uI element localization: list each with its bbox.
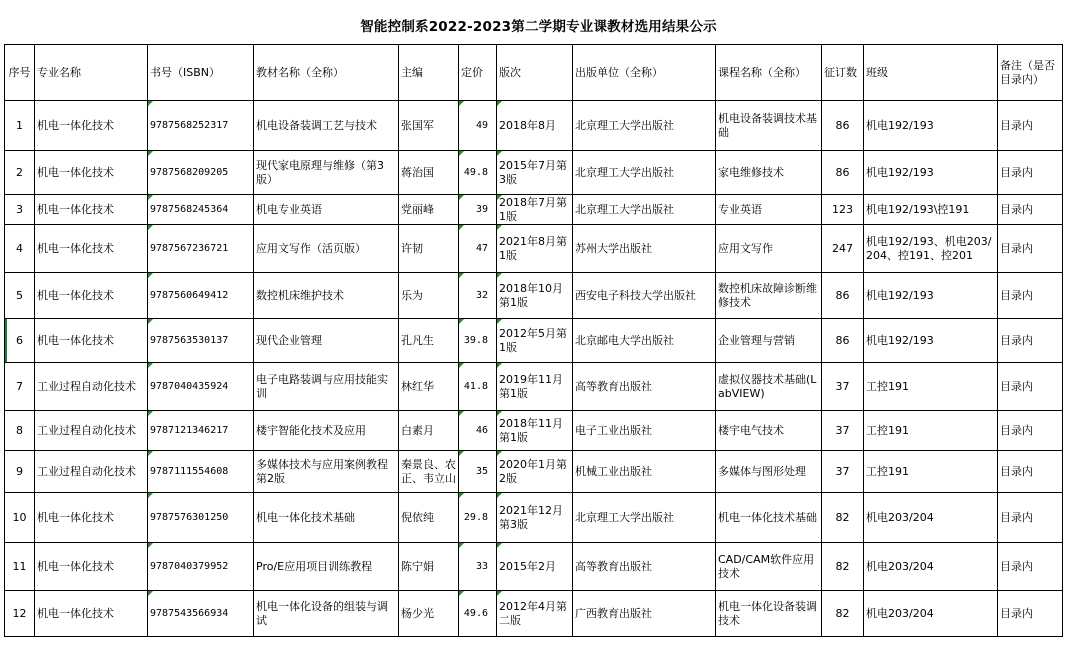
- cell-course[interactable]: CAD/CAM软件应用技术: [716, 543, 822, 591]
- cell-editor[interactable]: 乐为: [399, 273, 459, 319]
- cell-book[interactable]: 现代家电原理与维修（第3版）: [254, 151, 399, 195]
- cell-seq[interactable]: 3: [5, 195, 35, 225]
- cell-edition[interactable]: 2018年11月第1版: [497, 411, 573, 451]
- cell-editor[interactable]: 孔凡生: [399, 319, 459, 363]
- cell-major[interactable]: 工业过程自动化技术: [35, 411, 148, 451]
- cell-classes[interactable]: 机电203/204: [864, 493, 998, 543]
- cell-note[interactable]: 目录内: [998, 451, 1063, 493]
- cell-major[interactable]: 工业过程自动化技术: [35, 451, 148, 493]
- cell-major[interactable]: 机电一体化技术: [35, 543, 148, 591]
- cell-isbn[interactable]: 9787111554608: [148, 451, 254, 493]
- cell-publisher[interactable]: 机械工业出版社: [573, 451, 716, 493]
- cell-classes[interactable]: 机电192/193: [864, 273, 998, 319]
- cell-seq[interactable]: 2: [5, 151, 35, 195]
- cell-qty[interactable]: 86: [822, 151, 864, 195]
- cell-course[interactable]: 数控机床故障诊断维修技术: [716, 273, 822, 319]
- cell-price[interactable]: 46: [459, 411, 497, 451]
- cell-seq[interactable]: 4: [5, 225, 35, 273]
- cell-qty[interactable]: 86: [822, 319, 864, 363]
- cell-price[interactable]: 29.8: [459, 493, 497, 543]
- cell-book[interactable]: 机电一体化技术基础: [254, 493, 399, 543]
- cell-isbn[interactable]: 9787568209205: [148, 151, 254, 195]
- cell-seq[interactable]: 10: [5, 493, 35, 543]
- cell-qty[interactable]: 86: [822, 101, 864, 151]
- cell-edition[interactable]: 2019年11月第1版: [497, 363, 573, 411]
- cell-book[interactable]: 电子电路装调与应用技能实训: [254, 363, 399, 411]
- cell-book[interactable]: 应用文写作（活页版）: [254, 225, 399, 273]
- cell-note[interactable]: 目录内: [998, 319, 1063, 363]
- cell-qty[interactable]: 247: [822, 225, 864, 273]
- cell-isbn[interactable]: 9787543566934: [148, 591, 254, 637]
- cell-qty[interactable]: 82: [822, 493, 864, 543]
- header-row: [5, 45, 1063, 101]
- cell-book[interactable]: 机电设备装调工艺与技术: [254, 101, 399, 151]
- table-row: [5, 543, 1063, 591]
- cell-publisher[interactable]: 电子工业出版社: [573, 411, 716, 451]
- cell-price[interactable]: 33: [459, 543, 497, 591]
- cell-classes[interactable]: 机电192/193: [864, 101, 998, 151]
- header-editor[interactable]: 主编: [399, 45, 459, 101]
- cell-edition[interactable]: 2015年7月第3版: [497, 151, 573, 195]
- cell-note[interactable]: 目录内: [998, 493, 1063, 543]
- cell-qty[interactable]: 82: [822, 543, 864, 591]
- cell-seq[interactable]: 5: [5, 273, 35, 319]
- cell-editor[interactable]: 党丽峰: [399, 195, 459, 225]
- table-row: [5, 411, 1063, 451]
- cell-note[interactable]: 目录内: [998, 543, 1063, 591]
- cell-isbn[interactable]: 9787040379952: [148, 543, 254, 591]
- cell-isbn[interactable]: 9787563530137: [148, 319, 254, 363]
- cell-course[interactable]: 虚拟仪器技术基础(LabVIEW): [716, 363, 822, 411]
- cell-course[interactable]: 家电维修技术: [716, 151, 822, 195]
- cell-book[interactable]: 机电一体化设备的组装与调试: [254, 591, 399, 637]
- cell-book[interactable]: 多媒体技术与应用案例教程 第2版: [254, 451, 399, 493]
- cell-qty[interactable]: 37: [822, 363, 864, 411]
- cell-book[interactable]: Pro/E应用项目训练教程: [254, 543, 399, 591]
- cell-price[interactable]: 32: [459, 273, 497, 319]
- sheet-title: 智能控制系2022-2023第二学期专业课教材选用结果公示: [360, 19, 717, 35]
- cell-note[interactable]: 目录内: [998, 591, 1063, 637]
- cell-price[interactable]: 41.8: [459, 363, 497, 411]
- cell-major[interactable]: 机电一体化技术: [35, 273, 148, 319]
- cell-qty[interactable]: 82: [822, 591, 864, 637]
- cell-price[interactable]: 49.8: [459, 151, 497, 195]
- header-publisher[interactable]: 出版单位（全称）: [573, 45, 716, 101]
- cell-price[interactable]: 47: [459, 225, 497, 273]
- cell-editor[interactable]: 杨少光: [399, 591, 459, 637]
- table-row: [5, 591, 1063, 637]
- cell-isbn[interactable]: 9787560649412: [148, 273, 254, 319]
- cell-seq[interactable]: 1: [5, 101, 35, 151]
- cell-classes[interactable]: 工控191: [864, 363, 998, 411]
- table-row: [5, 273, 1063, 319]
- cell-publisher[interactable]: 北京邮电大学出版社: [573, 319, 716, 363]
- cell-qty[interactable]: 123: [822, 195, 864, 225]
- cell-price[interactable]: 49.6: [459, 591, 497, 637]
- cell-qty[interactable]: 37: [822, 411, 864, 451]
- cell-course[interactable]: 专业英语: [716, 195, 822, 225]
- cell-publisher[interactable]: 高等教育出版社: [573, 543, 716, 591]
- cell-course[interactable]: 机电一体化技术基础: [716, 493, 822, 543]
- cell-note[interactable]: 目录内: [998, 273, 1063, 319]
- cell-edition[interactable]: 2021年12月第3版: [497, 493, 573, 543]
- cell-major[interactable]: 机电一体化技术: [35, 195, 148, 225]
- cell-price[interactable]: 39: [459, 195, 497, 225]
- cell-classes[interactable]: 机电203/204: [864, 591, 998, 637]
- cell-edition[interactable]: 2020年1月第2版: [497, 451, 573, 493]
- cell-course[interactable]: 多媒体与图形处理: [716, 451, 822, 493]
- cell-publisher[interactable]: 北京理工大学出版社: [573, 195, 716, 225]
- cell-seq[interactable]: 8: [5, 411, 35, 451]
- cell-isbn[interactable]: 9787568252317: [148, 101, 254, 151]
- cell-qty[interactable]: 37: [822, 451, 864, 493]
- header-price[interactable]: 定价: [459, 45, 497, 101]
- cell-edition[interactable]: 2018年7月第1版: [497, 195, 573, 225]
- cell-isbn[interactable]: 9787567236721: [148, 225, 254, 273]
- cell-classes[interactable]: 机电192/193: [864, 151, 998, 195]
- cell-classes[interactable]: 机电192/193、机电203/204、控191、控201: [864, 225, 998, 273]
- cell-seq[interactable]: 6: [5, 319, 35, 363]
- cell-editor[interactable]: 倪依纯: [399, 493, 459, 543]
- cell-note[interactable]: 目录内: [998, 411, 1063, 451]
- header-edition[interactable]: 版次: [497, 45, 573, 101]
- cell-publisher[interactable]: 西安电子科技大学出版社: [573, 273, 716, 319]
- header-classes[interactable]: 班级: [864, 45, 998, 101]
- cell-major[interactable]: 工业过程自动化技术: [35, 363, 148, 411]
- cell-course[interactable]: 应用文写作: [716, 225, 822, 273]
- cell-publisher[interactable]: 广西教育出版社: [573, 591, 716, 637]
- cell-classes[interactable]: 工控191: [864, 451, 998, 493]
- cell-edition[interactable]: 2018年10月第1版: [497, 273, 573, 319]
- cell-course[interactable]: 楼宇电气技术: [716, 411, 822, 451]
- cell-editor[interactable]: 许韧: [399, 225, 459, 273]
- header-book[interactable]: 教材名称（全称）: [254, 45, 399, 101]
- cell-major[interactable]: 机电一体化技术: [35, 101, 148, 151]
- cell-major[interactable]: 机电一体化技术: [35, 493, 148, 543]
- cell-isbn[interactable]: 9787568245364: [148, 195, 254, 225]
- cell-book[interactable]: 数控机床维护技术: [254, 273, 399, 319]
- cell-note[interactable]: 目录内: [998, 151, 1063, 195]
- table-row: [5, 101, 1063, 151]
- cell-classes[interactable]: 工控191: [864, 411, 998, 451]
- cell-classes[interactable]: 机电192/193\控191: [864, 195, 998, 225]
- cell-editor[interactable]: 白素月: [399, 411, 459, 451]
- cell-note[interactable]: 目录内: [998, 225, 1063, 273]
- cell-isbn[interactable]: 9787040435924: [148, 363, 254, 411]
- cell-editor[interactable]: 蒋治国: [399, 151, 459, 195]
- cell-editor[interactable]: 张国军: [399, 101, 459, 151]
- cell-isbn[interactable]: 9787576301250: [148, 493, 254, 543]
- cell-publisher[interactable]: 北京理工大学出版社: [573, 151, 716, 195]
- cell-price[interactable]: 39.8: [459, 319, 497, 363]
- cell-classes[interactable]: 机电203/204: [864, 543, 998, 591]
- cell-price[interactable]: 49: [459, 101, 497, 151]
- cell-editor[interactable]: 林红华: [399, 363, 459, 411]
- cell-edition[interactable]: 2012年5月第1版: [497, 319, 573, 363]
- table-row: [5, 319, 1063, 363]
- cell-publisher[interactable]: 苏州大学出版社: [573, 225, 716, 273]
- cell-major[interactable]: 机电一体化技术: [35, 591, 148, 637]
- cell-major[interactable]: 机电一体化技术: [35, 225, 148, 273]
- header-course[interactable]: 课程名称（全称）: [716, 45, 822, 101]
- table-row: [5, 225, 1063, 273]
- table-row: [5, 151, 1063, 195]
- cell-seq[interactable]: 9: [5, 451, 35, 493]
- cell-publisher[interactable]: 高等教育出版社: [573, 363, 716, 411]
- cell-course[interactable]: 机电设备装调技术基础: [716, 101, 822, 151]
- cell-note[interactable]: 目录内: [998, 363, 1063, 411]
- cell-course[interactable]: 企业管理与营销: [716, 319, 822, 363]
- cell-major[interactable]: 机电一体化技术: [35, 151, 148, 195]
- cell-note[interactable]: 目录内: [998, 101, 1063, 151]
- cell-book[interactable]: 楼宇智能化技术及应用: [254, 411, 399, 451]
- table-row: [5, 195, 1063, 225]
- cell-major[interactable]: 机电一体化技术: [35, 319, 148, 363]
- cell-qty[interactable]: 86: [822, 273, 864, 319]
- cell-course[interactable]: 机电一体化设备装调技术: [716, 591, 822, 637]
- table-row: [5, 451, 1063, 493]
- cell-publisher[interactable]: 北京理工大学出版社: [573, 493, 716, 543]
- header-isbn[interactable]: 书号（ISBN）: [148, 45, 254, 101]
- header-qty[interactable]: 征订数: [822, 45, 864, 101]
- cell-classes[interactable]: 机电192/193: [864, 319, 998, 363]
- cell-book[interactable]: 机电专业英语: [254, 195, 399, 225]
- cell-edition[interactable]: 2012年4月第二版: [497, 591, 573, 637]
- cell-book[interactable]: 现代企业管理: [254, 319, 399, 363]
- cell-edition[interactable]: 2021年8月第1版: [497, 225, 573, 273]
- header-note[interactable]: 备注（是否目录内）: [998, 45, 1063, 101]
- cell-seq[interactable]: 7: [5, 363, 35, 411]
- textbook-table: [4, 44, 1063, 637]
- cell-seq[interactable]: 12: [5, 591, 35, 637]
- cell-seq[interactable]: 11: [5, 543, 35, 591]
- header-seq[interactable]: 序号: [5, 45, 35, 101]
- cell-isbn[interactable]: 9787121346217: [148, 411, 254, 451]
- cell-publisher[interactable]: 北京理工大学出版社: [573, 101, 716, 151]
- cell-editor[interactable]: 秦景良、农正、韦立山: [399, 451, 459, 493]
- table-row: [5, 363, 1063, 411]
- cell-price[interactable]: 35: [459, 451, 497, 493]
- cell-editor[interactable]: 陈宁娟: [399, 543, 459, 591]
- cell-edition[interactable]: 2018年8月: [497, 101, 573, 151]
- header-major[interactable]: 专业名称: [35, 45, 148, 101]
- cell-note[interactable]: 目录内: [998, 195, 1063, 225]
- table-row: [5, 493, 1063, 543]
- cell-edition[interactable]: 2015年2月: [497, 543, 573, 591]
